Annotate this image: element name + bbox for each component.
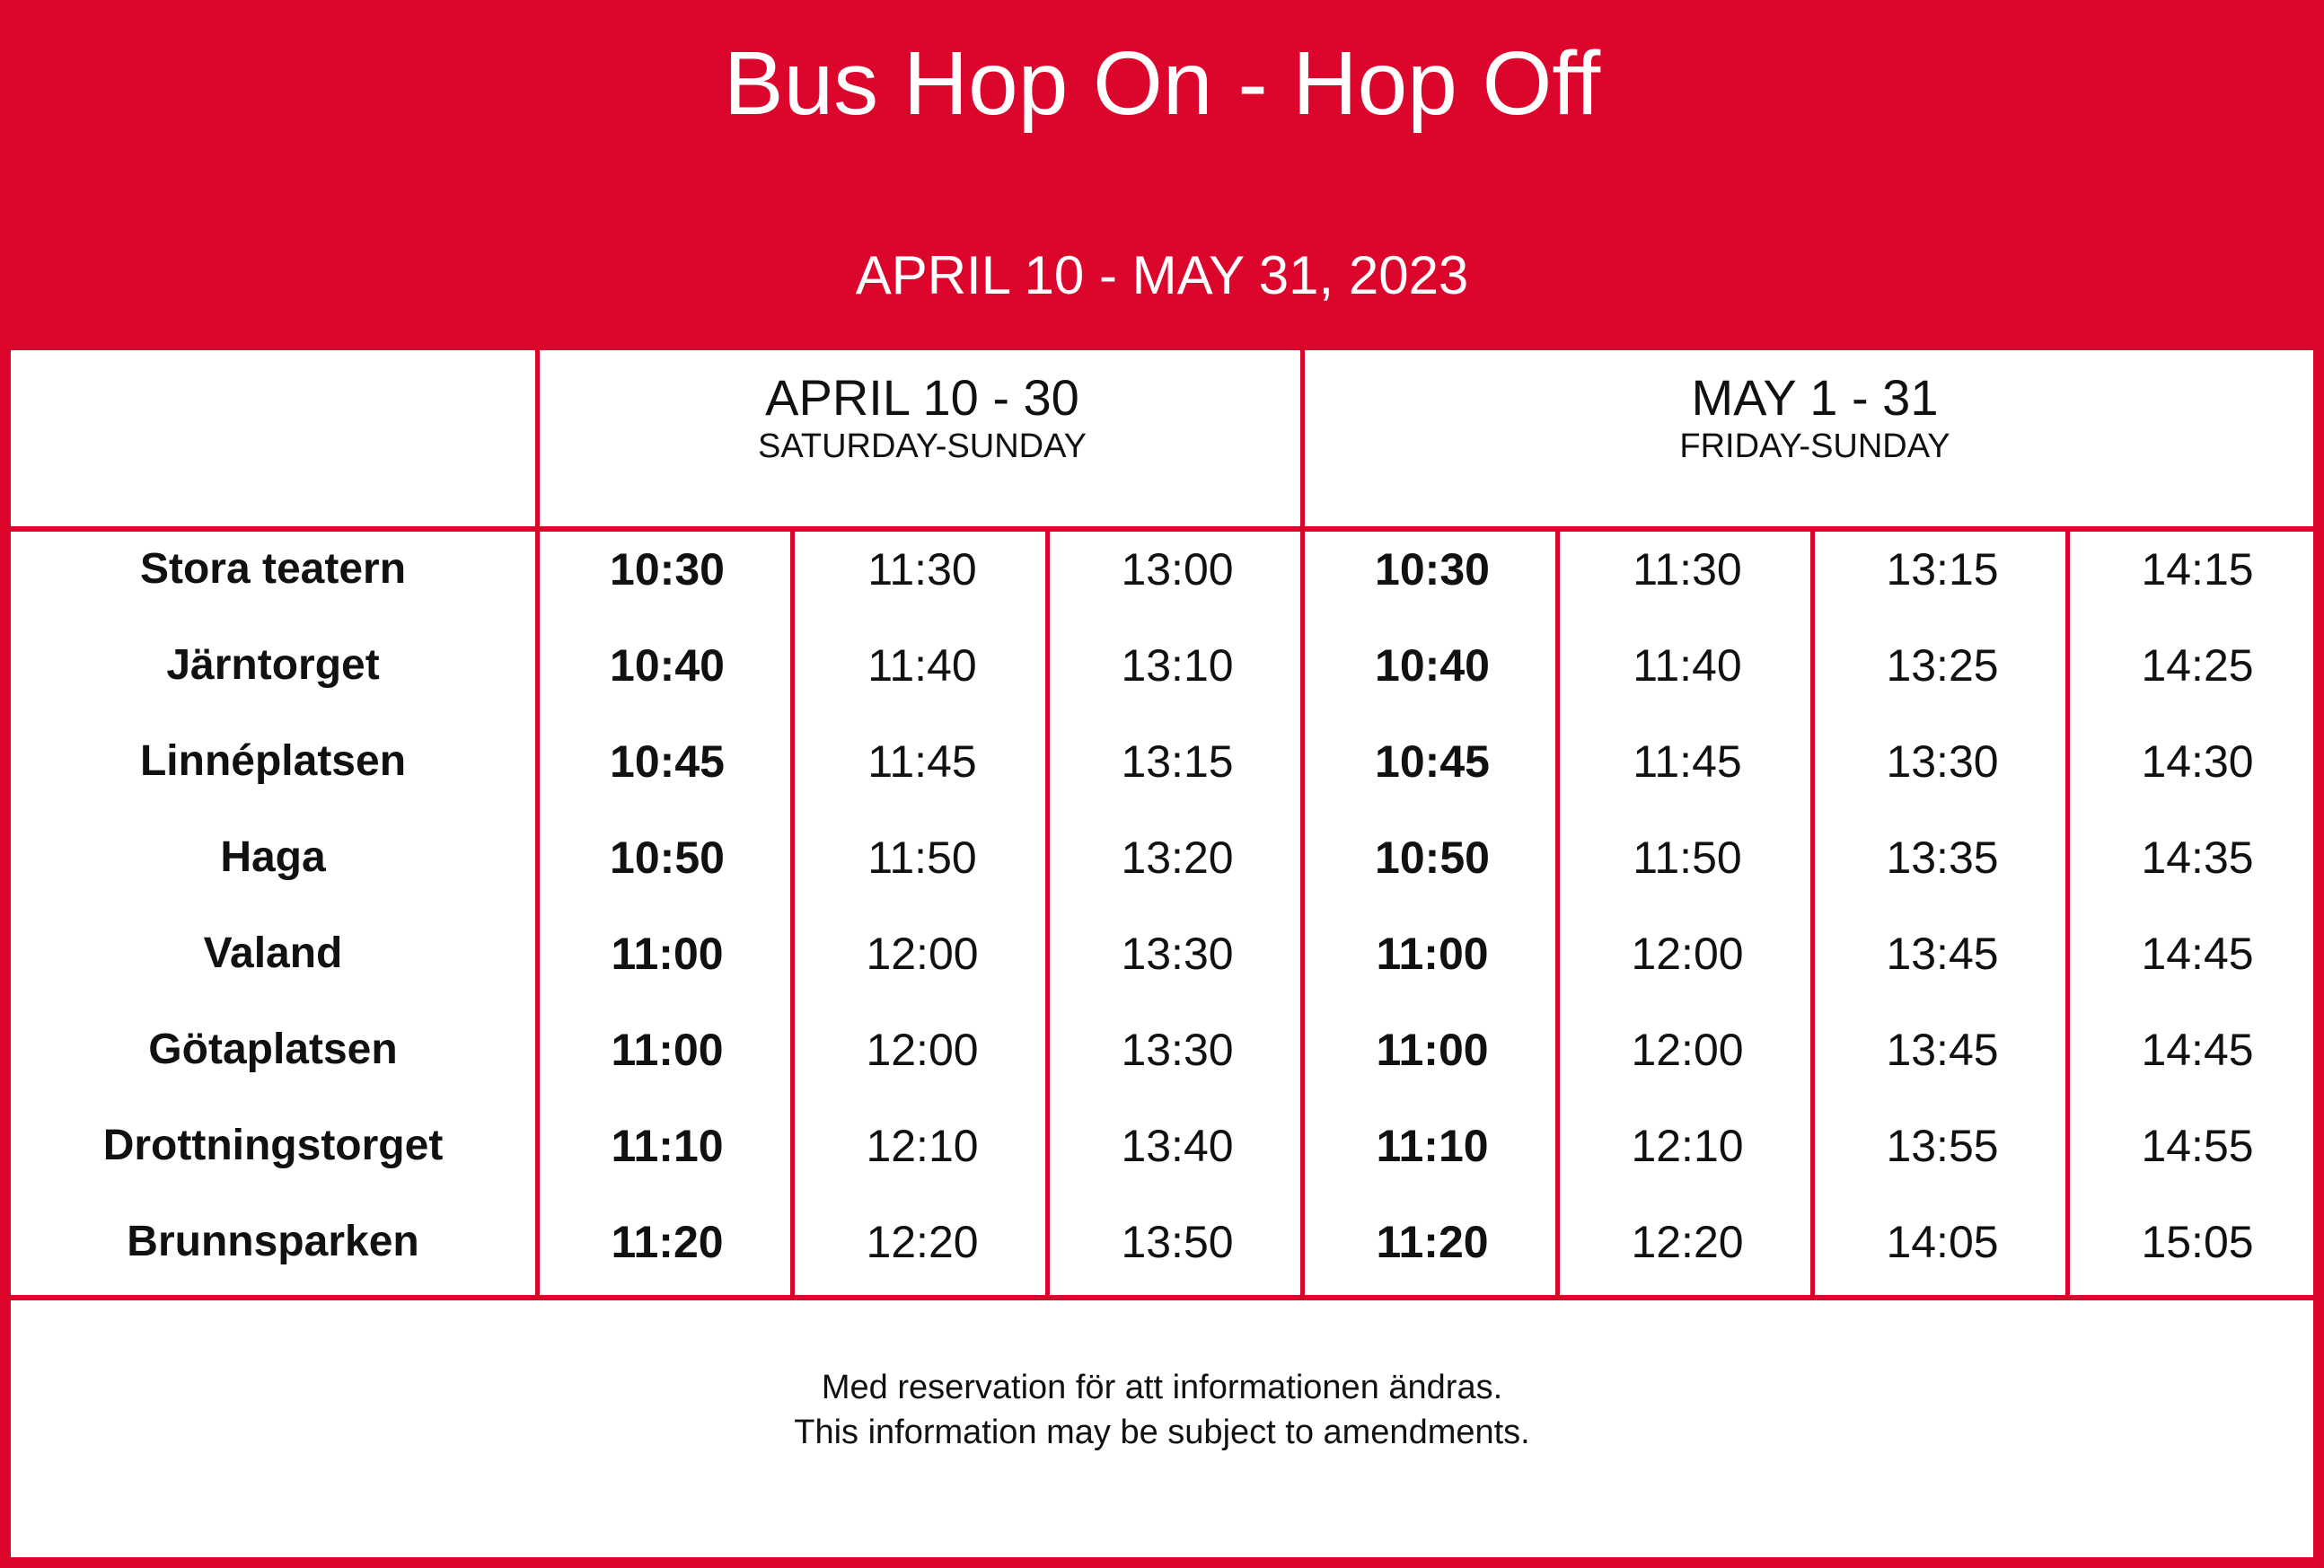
departure-time: 11:00 bbox=[611, 929, 724, 979]
period-days: FRIDAY-SUNDAY bbox=[1679, 427, 1950, 465]
departure-time: 13:30 bbox=[1886, 736, 1999, 787]
departure-time: 13:15 bbox=[1121, 736, 1234, 787]
stop-name: Götaplatsen bbox=[148, 1026, 398, 1073]
departure-time: 10:50 bbox=[610, 832, 725, 883]
departure-time: 14:35 bbox=[2141, 832, 2254, 883]
departure-time: 13:40 bbox=[1121, 1121, 1234, 1171]
header-row-divider bbox=[11, 526, 2313, 532]
departure-time: 14:30 bbox=[2141, 736, 2254, 787]
departure-time: 11:00 bbox=[611, 1025, 724, 1075]
departure-time: 13:45 bbox=[1886, 929, 1999, 979]
departure-time: 10:45 bbox=[1375, 736, 1490, 787]
stop-name: Linnéplatsen bbox=[139, 737, 407, 785]
period-name: MAY 1 - 31 bbox=[1691, 369, 1939, 426]
departure-time: 13:55 bbox=[1886, 1121, 1999, 1171]
departure-time: 14:45 bbox=[2141, 929, 2254, 979]
departure-time: 14:25 bbox=[2141, 640, 2254, 691]
departure-time: 12:10 bbox=[1631, 1121, 1744, 1171]
departure-time: 13:00 bbox=[1121, 544, 1234, 595]
departure-time: 10:40 bbox=[1375, 640, 1490, 691]
departure-time: 14:45 bbox=[2141, 1025, 2254, 1075]
period-header bbox=[540, 370, 1305, 467]
departure-time: 10:30 bbox=[610, 544, 725, 595]
departure-time: 10:30 bbox=[1375, 544, 1490, 595]
departure-time: 11:10 bbox=[1376, 1121, 1489, 1171]
stop-name: Stora teatern bbox=[139, 545, 407, 593]
departure-time: 11:30 bbox=[1633, 544, 1742, 595]
departure-time: 13:30 bbox=[1121, 1025, 1234, 1075]
page-title: Bus Hop On - Hop Off bbox=[723, 33, 1601, 134]
stop-name: Haga bbox=[220, 833, 326, 881]
period-days: SATURDAY-SUNDAY bbox=[758, 427, 1087, 465]
departure-time: 12:10 bbox=[866, 1121, 979, 1171]
table-bottom-divider bbox=[11, 1295, 2313, 1300]
departure-time: 13:50 bbox=[1121, 1217, 1234, 1267]
departure-time: 10:45 bbox=[610, 736, 725, 787]
disclaimer-english: This information may be subject to amendments. bbox=[794, 1414, 1530, 1451]
stop-name: Drottningstorget bbox=[102, 1122, 444, 1169]
disclaimer-note bbox=[0, 1365, 2324, 1455]
departure-time: 12:00 bbox=[866, 1025, 979, 1075]
departure-time: 12:20 bbox=[1631, 1217, 1744, 1267]
departure-time: 12:00 bbox=[1631, 1025, 1744, 1075]
timetable-header bbox=[0, 0, 2324, 350]
departure-time: 11:00 bbox=[1376, 1025, 1489, 1075]
departure-time: 12:00 bbox=[1631, 929, 1744, 979]
departure-time: 11:45 bbox=[1633, 736, 1742, 787]
departure-time: 13:20 bbox=[1121, 832, 1234, 883]
season-date-range: APRIL 10 - MAY 31, 2023 bbox=[855, 245, 1469, 305]
period-name: APRIL 10 - 30 bbox=[765, 369, 1079, 426]
departure-time: 15:05 bbox=[2141, 1217, 2254, 1267]
departure-time: 11:40 bbox=[1633, 640, 1742, 691]
departure-time: 14:05 bbox=[1886, 1217, 1999, 1267]
departure-time: 14:55 bbox=[2141, 1121, 2254, 1171]
timetable-grid bbox=[11, 350, 2313, 1293]
departure-time: 11:40 bbox=[867, 640, 977, 691]
departure-time: 13:25 bbox=[1886, 640, 1999, 691]
stop-name: Valand bbox=[203, 929, 343, 977]
stop-name: Brunnsparken bbox=[127, 1218, 419, 1265]
departure-time: 11:30 bbox=[867, 544, 977, 595]
departure-time: 11:50 bbox=[867, 832, 977, 883]
period-header bbox=[1305, 370, 2324, 467]
departure-time: 13:30 bbox=[1121, 929, 1234, 979]
departure-time: 12:20 bbox=[866, 1217, 979, 1267]
departure-time: 11:10 bbox=[611, 1121, 724, 1171]
disclaimer-swedish: Med reservation för att informationen ändras. bbox=[821, 1369, 1503, 1406]
departure-time: 13:10 bbox=[1121, 640, 1234, 691]
departure-time: 10:50 bbox=[1375, 832, 1490, 883]
departure-time: 13:45 bbox=[1886, 1025, 1999, 1075]
departure-time: 11:00 bbox=[1376, 929, 1489, 979]
departure-time: 11:20 bbox=[611, 1217, 724, 1267]
departure-time: 12:00 bbox=[866, 929, 979, 979]
departure-time: 11:20 bbox=[1376, 1217, 1489, 1267]
departure-time: 13:35 bbox=[1886, 832, 1999, 883]
departure-time: 14:15 bbox=[2141, 544, 2254, 595]
stop-name: Järntorget bbox=[166, 641, 380, 689]
departure-time: 13:15 bbox=[1886, 544, 1999, 595]
departure-time: 10:40 bbox=[610, 640, 725, 691]
departure-time: 11:50 bbox=[1633, 832, 1742, 883]
departure-time: 11:45 bbox=[867, 736, 977, 787]
